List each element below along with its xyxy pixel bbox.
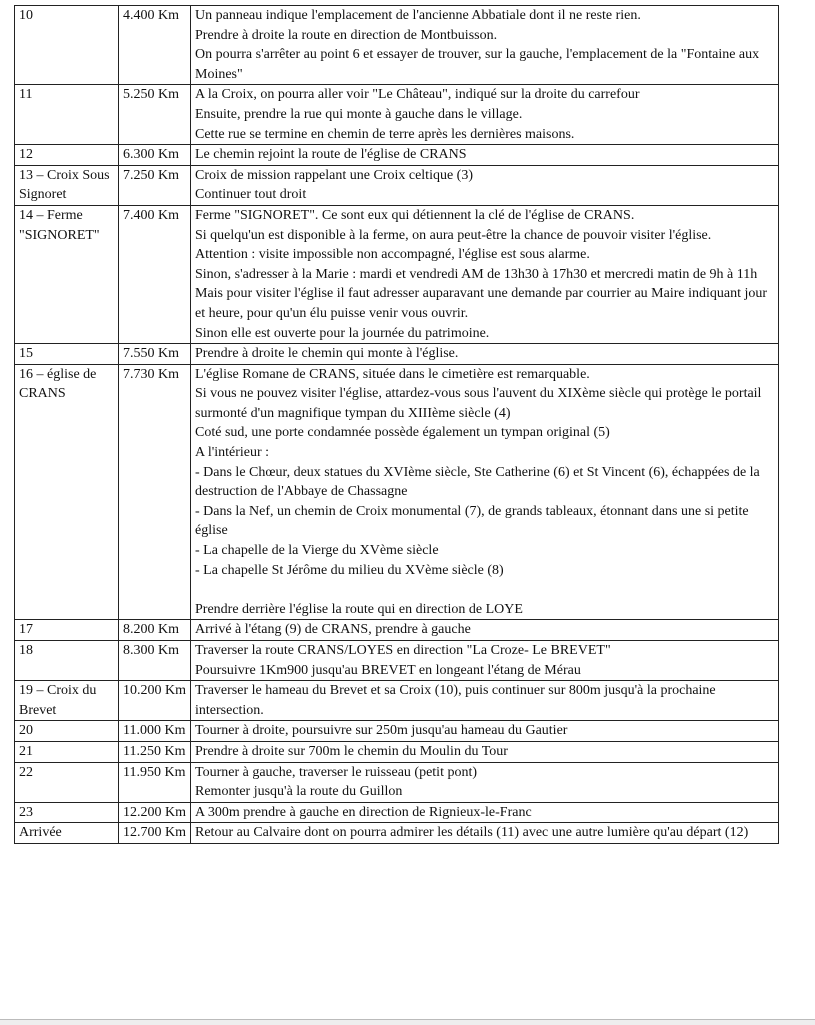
description-line: - La chapelle St Jérôme du milieu du XVème siècle (8): [195, 562, 504, 578]
description-line: On pourra s'arrêter au point 6 et essayer de trouver, sur la gauche, l'emplacement de la "Fontaine aux Moines": [195, 47, 760, 82]
distance-cell: 7.730 Km: [119, 364, 191, 620]
distance-cell: 7.550 Km: [119, 344, 191, 365]
distance-cell: 7.250 Km: [119, 165, 191, 205]
table-row: [15, 802, 779, 823]
waypoint-cell: 18: [15, 641, 119, 681]
description-line: Arrivé à l'étang (9) de CRANS, prendre à gauche: [195, 622, 471, 638]
table-row: [15, 364, 779, 620]
description-cell: [191, 344, 779, 365]
window-bottom-edge: [0, 1019, 815, 1025]
table-row: [15, 741, 779, 762]
description-line: Tourner à gauche, traverser le ruisseau (petit pont): [195, 764, 478, 780]
waypoint-cell: 11: [15, 85, 119, 145]
description-cell: [191, 85, 779, 145]
distance-cell: 12.700 Km: [119, 823, 191, 844]
description-cell: [191, 165, 779, 205]
description-line: A l'intérieur :: [195, 445, 270, 461]
description-line: - La chapelle de la Vierge du XVème siècle: [195, 543, 439, 559]
distance-cell: 8.300 Km: [119, 641, 191, 681]
description-line: Poursuivre 1Km900 jusqu'au BREVET en longeant l'étang de Mérau: [195, 662, 581, 678]
description-line: Si quelqu'un est disponible à la ferme, on aura peut-être la chance de pouvoir visiter l'église.: [195, 227, 712, 243]
description-line: Coté sud, une porte condamnée possède également un tympan original (5): [195, 425, 610, 441]
waypoint-cell: 21: [15, 741, 119, 762]
distance-cell: 11.250 Km: [119, 741, 191, 762]
description-line: A la Croix, on pourra aller voir "Le Château", indiqué sur la droite du carrefour: [195, 87, 640, 103]
description-line: Le chemin rejoint la route de l'église de CRANS: [195, 147, 467, 163]
description-line: Continuer tout droit: [195, 187, 307, 203]
description-cell: [191, 823, 779, 844]
description-line: [195, 580, 775, 600]
description-line: Tourner à droite, poursuivre sur 250m jusqu'au hameau du Gautier: [195, 723, 568, 739]
table-row: [15, 681, 779, 721]
route-table: [14, 5, 779, 844]
waypoint-cell: 23: [15, 802, 119, 823]
table-row: [15, 145, 779, 166]
distance-cell: 8.200 Km: [119, 620, 191, 641]
distance-cell: 11.000 Km: [119, 721, 191, 742]
table-row: [15, 6, 779, 85]
distance-cell: 11.950 Km: [119, 762, 191, 802]
description-line: - Dans le Chœur, deux statues du XVIème siècle, Ste Catherine (6) et St Vincent (6), échappées de la destruction de l'Abbaye de Chassagne: [195, 464, 760, 500]
description-line: Un panneau indique l'emplacement de l'ancienne Abbatiale dont il ne reste rien.: [195, 8, 641, 23]
description-line: Prendre à droite le chemin qui monte à l'église.: [195, 346, 459, 362]
distance-cell: 6.300 Km: [119, 145, 191, 166]
description-cell: [191, 620, 779, 641]
description-line: Croix de mission rappelant une Croix celtique (3): [195, 167, 473, 183]
waypoint-cell: 17: [15, 620, 119, 641]
waypoint-cell: 10: [15, 6, 119, 85]
description-line: Ferme "SIGNORET". Ce sont eux qui détiennent la clé de l'église de CRANS.: [195, 207, 635, 223]
description-cell: [191, 741, 779, 762]
distance-cell: 5.250 Km: [119, 85, 191, 145]
description-line: A 300m prendre à gauche en direction de Rignieux-le-Franc: [195, 804, 532, 820]
waypoint-cell: Arrivée: [15, 823, 119, 844]
description-line: Remonter jusqu'à la route du Guillon: [195, 784, 403, 800]
waypoint-cell: 15: [15, 344, 119, 365]
description-line: Prendre derrière l'église la route qui en direction de LOYE: [195, 601, 523, 617]
description-line: L'église Romane de CRANS, située dans le cimetière est remarquable.: [195, 366, 590, 382]
waypoint-cell: 19 – Croix du Brevet: [15, 681, 119, 721]
description-line: Prendre à droite sur 700m le chemin du Moulin du Tour: [195, 743, 508, 759]
table-row: [15, 762, 779, 802]
table-row: [15, 823, 779, 844]
description-cell: [191, 681, 779, 721]
description-cell: [191, 205, 779, 343]
table-row: [15, 85, 779, 145]
table-row: [15, 205, 779, 343]
waypoint-cell: 16 – église de CRANS: [15, 364, 119, 620]
waypoint-cell: 14 – Ferme "SIGNORET": [15, 205, 119, 343]
table-row: [15, 721, 779, 742]
description-cell: [191, 802, 779, 823]
description-line: Attention : visite impossible non accompagné, l'église est sous alarme.: [195, 247, 590, 263]
description-cell: [191, 762, 779, 802]
table-row: [15, 165, 779, 205]
description-line: Traverser le hameau du Brevet et sa Croix (10), puis continuer sur 800m jusqu'à la prochaine intersection.: [195, 683, 716, 718]
distance-cell: 7.400 Km: [119, 205, 191, 343]
description-line: Retour au Calvaire dont on pourra admirer les détails (11) avec une autre lumière qu'au départ (12): [195, 825, 749, 841]
description-cell: [191, 641, 779, 681]
description-line: Sinon elle est ouverte pour la journée du patrimoine.: [195, 325, 490, 341]
description-line: Si vous ne pouvez visiter l'église, attardez-vous sous l'auvent du XIXème siècle qui protège le portail surmonté d'un magnifique tympan du XIIIème siècle (4): [195, 386, 762, 421]
distance-cell: 12.200 Km: [119, 802, 191, 823]
description-line: Traverser la route CRANS/LOYES en direction "La Croze- Le BREVET": [195, 643, 611, 658]
description-line: - Dans la Nef, un chemin de Croix monumental (7), de grands tableaux, étonnant dans une si petite église: [195, 503, 749, 539]
distance-cell: 10.200 Km: [119, 681, 191, 721]
description-line: Mais pour visiter l'église il faut adresser auparavant une demande par courrier au Maire indiquant jour et heure, pour qu'un élu puisse venir vous ouvrir.: [195, 286, 768, 321]
description-line: Sinon, s'adresser à la Marie : mardi et vendredi AM de 13h30 à 17h30 et mercredi matin de 9h à 11h: [195, 266, 758, 282]
table-row: [15, 620, 779, 641]
description-line: Ensuite, prendre la rue qui monte à gauche dans le village.: [195, 106, 523, 122]
description-cell: [191, 6, 779, 85]
table-row: [15, 344, 779, 365]
waypoint-cell: 12: [15, 145, 119, 166]
waypoint-cell: 13 – Croix Sous Signoret: [15, 165, 119, 205]
waypoint-cell: 20: [15, 721, 119, 742]
description-cell: [191, 145, 779, 166]
description-line: Prendre à droite la route en direction de Montbuisson.: [195, 27, 498, 43]
description-cell: [191, 364, 779, 620]
table-row: [15, 641, 779, 681]
waypoint-cell: 22: [15, 762, 119, 802]
distance-cell: 4.400 Km: [119, 6, 191, 85]
description-cell: [191, 721, 779, 742]
route-table-body: [15, 6, 779, 844]
description-line: Cette rue se termine en chemin de terre après les dernières maisons.: [195, 126, 575, 142]
